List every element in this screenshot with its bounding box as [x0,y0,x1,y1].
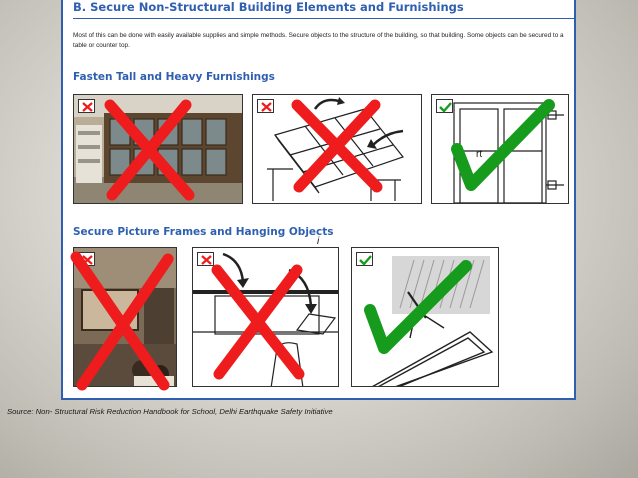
falling-frame-drawing [193,248,339,387]
cross-badge [78,252,95,266]
small-x-icon [258,100,275,114]
drawing-fastened-cabinet [431,94,569,204]
source-caption: Source: Non- Structural Risk Reduction Handbook for School, Delhi Earthquake Safety Initiative [7,407,333,416]
svg-text:rt: rt [476,149,483,160]
small-check-icon [357,253,374,267]
drawing-secured-frame [351,247,499,387]
small-check-icon [437,100,454,114]
secured-frame-drawing [352,248,499,387]
title-rule [73,18,574,19]
small-x-icon [79,253,96,267]
cross-badge [257,99,274,113]
stray-text-mark: i [317,236,320,247]
cross-badge [78,99,95,113]
photo-classroom [73,247,177,387]
page-title: B. Secure Non-Structural Building Elements and Furnishings [73,0,464,14]
section-heading-tall-furnishings: Fasten Tall and Heavy Furnishings [73,71,275,83]
drawing-tipping-shelf [252,94,422,204]
check-badge [436,99,453,113]
small-x-icon [79,100,96,114]
section-heading-picture-frames: Secure Picture Frames and Hanging Objects [73,226,334,238]
handbook-page [61,0,576,400]
photo-cabinets [73,94,243,204]
check-badge [356,252,373,266]
small-x-icon [198,253,215,267]
cabinets-photo-illustration [74,95,243,204]
tipping-shelf-drawing [253,95,422,204]
intro-text: Most of this can be done with easily available supplies and simple methods. Secure objects to the structure of the building, so that building. Some objects can be secured to a table or counter top. [73,32,564,49]
cross-badge [197,252,214,266]
classroom-photo-illustration [74,248,177,387]
drawing-falling-frame [192,247,339,387]
